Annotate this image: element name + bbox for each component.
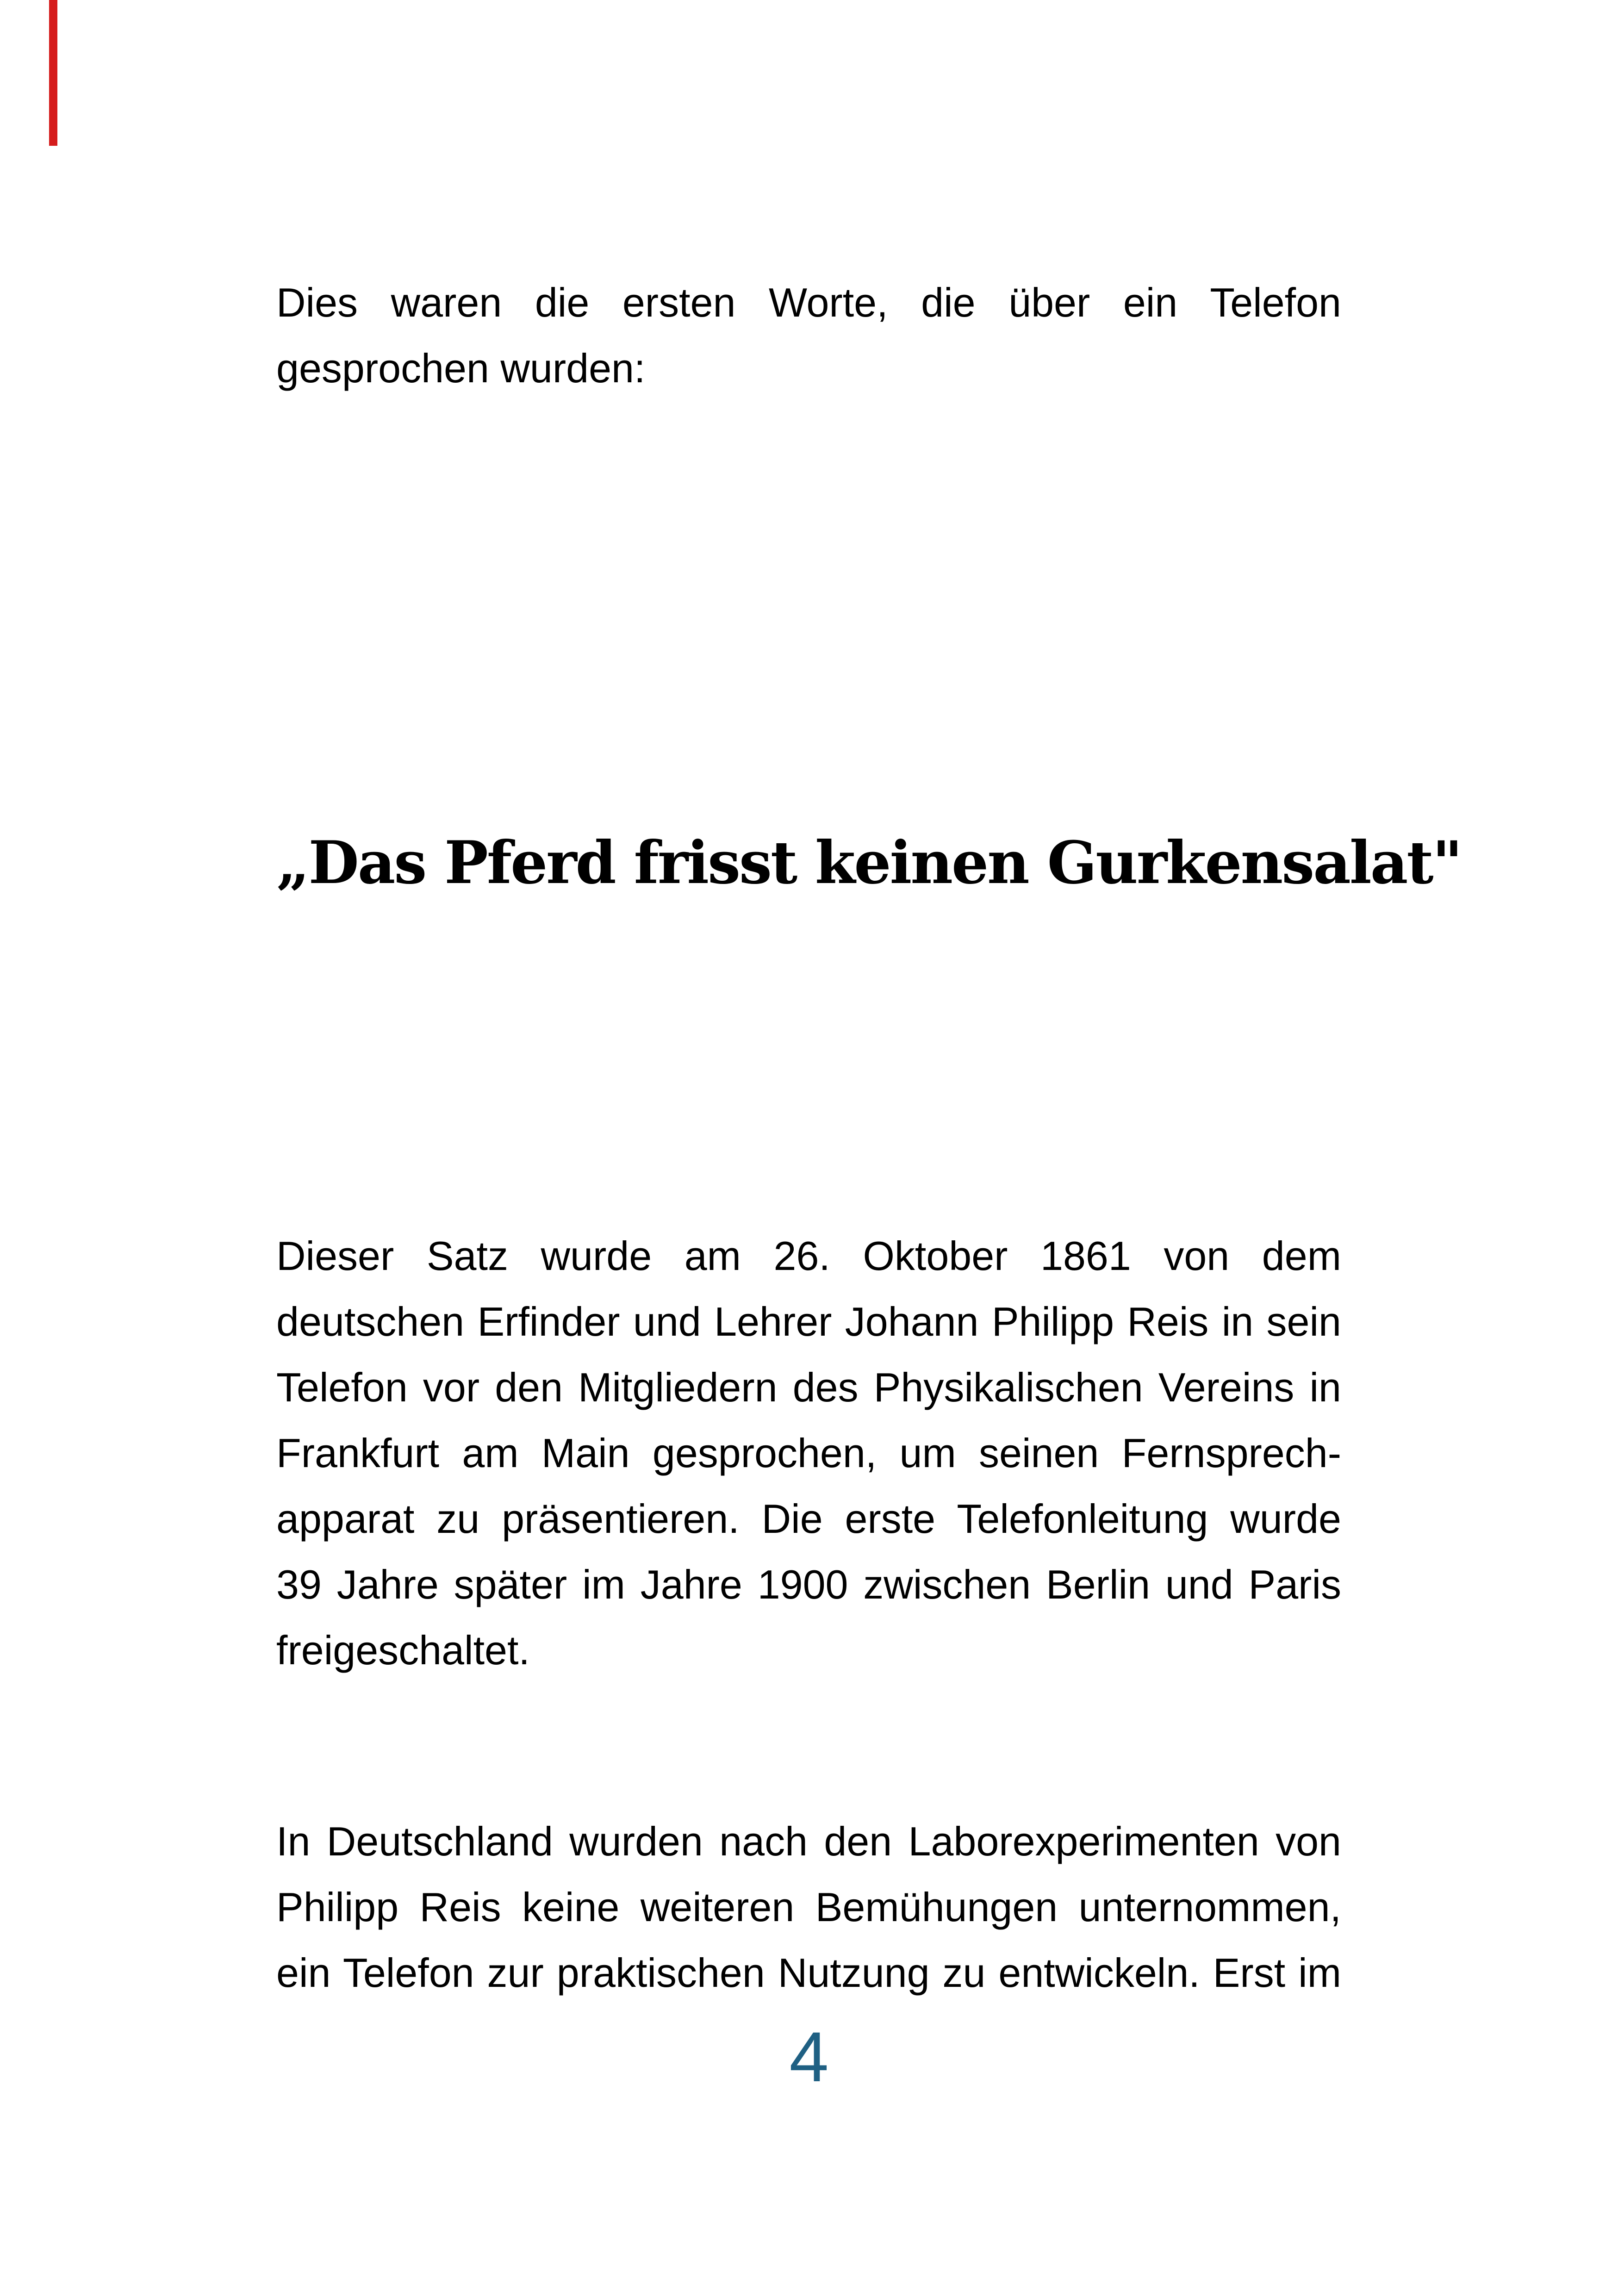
text-line: ein Telefon zur praktischen Nutzung zu entwickeln. Erst im xyxy=(276,1950,1341,1996)
blackletter-quote xyxy=(276,823,1549,902)
germany-paragraph xyxy=(276,1809,1341,2006)
text-line: Philipp Reis keine weiteren Bemühungen unternommen, xyxy=(276,1884,1341,1930)
text-line: gesprochen wurden: xyxy=(276,345,646,391)
text-line: In Deutschland wurden nach den Laborexperimenten von xyxy=(276,1818,1341,1864)
text-line: Dies waren die ersten Worte, die über ein Telefon xyxy=(276,280,1341,325)
page-number: 4 xyxy=(789,2017,829,2097)
history-paragraph xyxy=(276,1223,1341,1683)
text-line: apparat zu präsentieren. Die erste Telefonleitung wurde xyxy=(276,1496,1341,1542)
text-line: 39 Jahre später im Jahre 1900 zwischen Berlin und Paris xyxy=(276,1562,1341,1607)
quote-text: „Das Pferd frisst keinen Gurkensalat" xyxy=(276,828,1462,897)
text-line: Frankfurt am Main gesprochen, um seinen Fernsprech- xyxy=(276,1430,1341,1476)
text-line: Dieser Satz wurde am 26. Oktober 1861 von dem xyxy=(276,1233,1341,1279)
red-pen-mark xyxy=(49,0,57,146)
text-line: freigeschaltet. xyxy=(276,1627,530,1673)
text-line: deutschen Erfinder und Lehrer Johann Philipp Reis in sein xyxy=(276,1299,1341,1344)
text-line: Telefon vor den Mitgliedern des Physikalischen Vereins in xyxy=(276,1364,1341,1410)
intro-paragraph xyxy=(276,270,1341,401)
